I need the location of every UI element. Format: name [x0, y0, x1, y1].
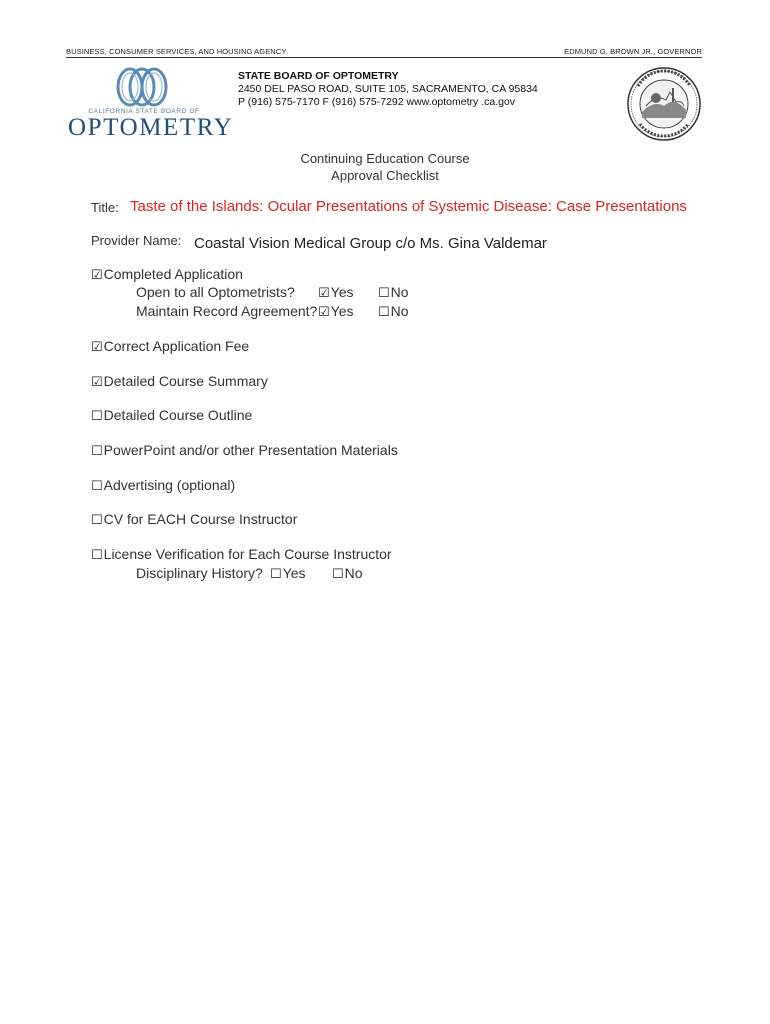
optometry-logo [66, 64, 234, 141]
powerpoint-label: PowerPoint and/or other Presentation Materials [103, 442, 398, 458]
document-heading-line2: Approval Checklist [331, 168, 439, 183]
agency-name: BUSINESS, CONSUMER SERVICES, AND HOUSING AGENCY [66, 47, 287, 56]
completed-application-row [91, 266, 243, 283]
open-to-all-yes [318, 284, 354, 301]
board-info [238, 70, 538, 109]
no-label: No [344, 565, 363, 581]
powerpoint-checkbox[interactable]: ☐ [91, 444, 103, 459]
yes-label: Yes [282, 565, 306, 581]
no-label: No [390, 303, 409, 319]
maintain-record-yes [318, 303, 354, 320]
correct-fee-label: Correct Application Fee [103, 338, 250, 354]
advertising-row [91, 477, 235, 494]
disciplinary-no [332, 565, 363, 582]
maintain-record-label: Maintain Record Agreement? [136, 303, 318, 319]
yes-label: Yes [330, 284, 354, 300]
disciplinary-no-checkbox[interactable]: ☐ [332, 567, 344, 582]
board-address: 2450 DEL PASO ROAD, SUITE 105, SACRAMENTO, CA 95834 [238, 83, 538, 95]
detailed-summary-label: Detailed Course Summary [103, 373, 268, 389]
disciplinary-yes-checkbox[interactable]: ☐ [270, 567, 282, 582]
maintain-record-no-checkbox[interactable]: ☐ [378, 305, 390, 320]
title-label: Title: [91, 200, 119, 215]
license-label: License Verification for Each Course Instructor [103, 546, 392, 562]
detailed-outline-label: Detailed Course Outline [103, 407, 253, 423]
provider-label: Provider Name: [91, 233, 182, 248]
header-divider [66, 57, 702, 58]
document-heading-line1: Continuing Education Course [300, 151, 470, 166]
completed-application-checkbox[interactable]: ☑ [91, 268, 103, 283]
no-label: No [390, 284, 409, 300]
open-to-all-no-checkbox[interactable]: ☐ [378, 286, 390, 301]
detailed-summary-row [91, 373, 268, 390]
powerpoint-row [91, 442, 398, 459]
open-to-all-yes-checkbox[interactable]: ☑ [318, 286, 330, 301]
provider-field[interactable]: Coastal Vision Medical Group c/o Ms. Gina Valdemar [194, 235, 547, 252]
advertising-checkbox[interactable]: ☐ [91, 479, 103, 494]
governor-name: EDMUND G. BROWN JR., GOVERNOR [564, 47, 702, 56]
rings-logo-icon [114, 66, 170, 108]
logo-subtitle: CALIFORNIA STATE BOARD OF [88, 108, 200, 115]
maintain-record-no [378, 303, 409, 320]
advertising-label: Advertising (optional) [103, 477, 236, 493]
detailed-outline-checkbox[interactable]: ☐ [91, 409, 103, 424]
disciplinary-yes [270, 565, 306, 582]
yes-label: Yes [330, 303, 354, 319]
title-field[interactable]: Taste of the Islands: Ocular Presentations of Systemic Disease: Case Presentations [130, 198, 687, 215]
correct-fee-checkbox[interactable]: ☑ [91, 340, 103, 355]
california-state-seal-icon [626, 66, 702, 142]
detailed-outline-row [91, 407, 252, 424]
correct-fee-row [91, 338, 249, 355]
maintain-record-yes-checkbox[interactable]: ☑ [318, 305, 330, 320]
license-row [91, 546, 392, 563]
cv-label: CV for EACH Course Instructor [103, 511, 298, 527]
open-to-all-label: Open to all Optometrists? [136, 284, 295, 300]
logo-title: OPTOMETRY [68, 114, 234, 141]
cv-row [91, 511, 297, 528]
open-to-all-no [378, 284, 409, 301]
board-contact: P (916) 575-7170 F (916) 575-7292 www.optometry .ca.gov [238, 96, 516, 108]
completed-application-label: Completed Application [103, 266, 243, 282]
license-checkbox[interactable]: ☐ [91, 548, 103, 563]
cv-checkbox[interactable]: ☐ [91, 513, 103, 528]
detailed-summary-checkbox[interactable]: ☑ [91, 375, 103, 390]
disciplinary-label: Disciplinary History? [136, 565, 263, 581]
board-name: STATE BOARD OF OPTOMETRY [238, 70, 399, 82]
